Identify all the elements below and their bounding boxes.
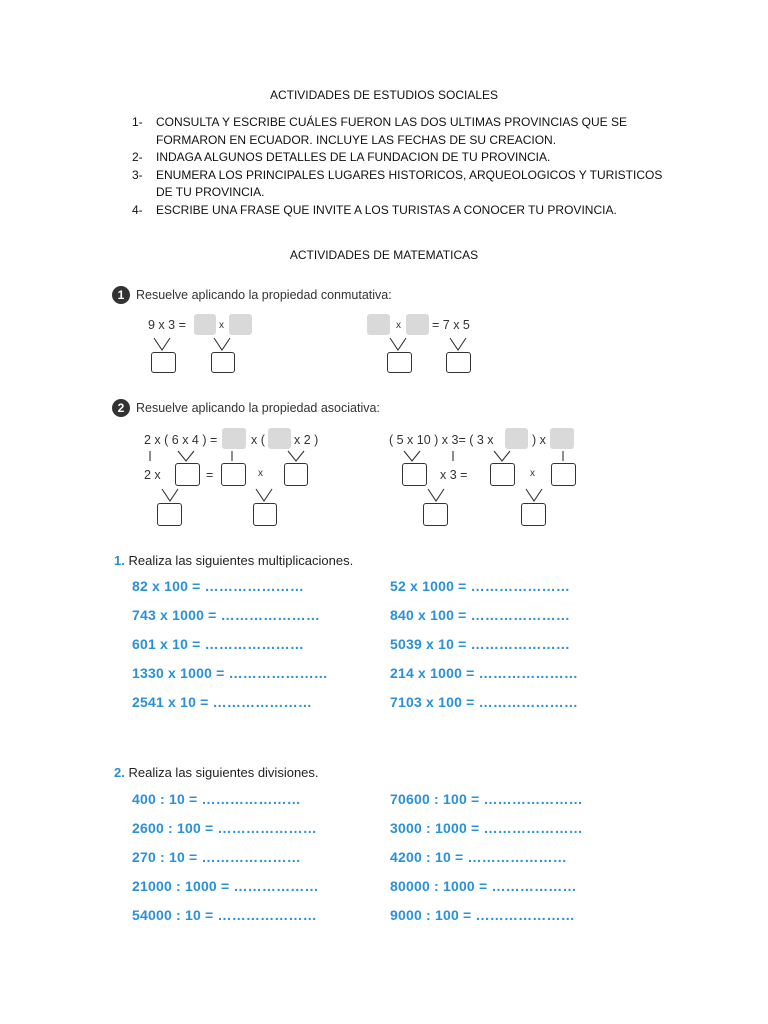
multiplication-problem: 2541 x 10 = ………………… — [132, 694, 313, 710]
multiplication-problem: 214 x 1000 = ………………… — [390, 665, 579, 681]
division-problem: 2600 : 100 = ………………… — [132, 820, 317, 836]
times-sign: x — [396, 320, 401, 331]
ex2-left-bottom: 2 x — [144, 468, 161, 482]
division-problem: 9000 : 100 = ………………… — [390, 907, 575, 923]
social-title: ACTIVIDADES DE ESTUDIOS SOCIALES — [269, 88, 499, 102]
ex2-right-close: ) x — [532, 433, 546, 447]
multiplication-problem: 840 x 100 = ………………… — [390, 607, 571, 623]
multiplication-problem: 7103 x 100 = ………………… — [390, 694, 579, 710]
list-item: 3- ENUMERA LOS PRINCIPALES LUGARES HISTORICOS, ARQUEOLOGICOS Y TURISTICOS DE TU PROVINCIA. — [132, 167, 663, 199]
equals-sign: = — [206, 468, 214, 482]
ex2-right-bottom: x 3 = — [440, 468, 468, 482]
multiplication-problem: 52 x 1000 = ………………… — [390, 578, 571, 594]
times-sign: x — [219, 320, 224, 331]
multiplication-problem: 601 x 10 = ………………… — [132, 636, 305, 652]
ex1-left-expression: 9 x 3 = — [148, 318, 186, 332]
ex2-paren-close: x 2 ) — [294, 433, 319, 447]
times-sign: x — [530, 468, 535, 479]
math-title: ACTIVIDADES DE MATEMATICAS — [289, 248, 479, 262]
exercise-2-label: Resuelve aplicando la propiedad asociativa: — [136, 401, 380, 415]
ex2-left-top-expression: 2 x ( 6 x 4 ) = — [144, 433, 218, 447]
multiplication-problem: 1330 x 1000 = ………………… — [132, 665, 329, 681]
division-problem: 3000 : 1000 = ………………… — [390, 820, 583, 836]
ex2-paren-open: x ( — [251, 433, 265, 447]
multiplication-problem: 82 x 100 = ………………… — [132, 578, 305, 594]
division-problem: 270 : 10 = ………………… — [132, 849, 301, 865]
exercise-1-label: Resuelve aplicando la propiedad conmutativa: — [136, 288, 392, 302]
multiplications-header: 1. Realiza las siguientes multiplicaciones. — [114, 553, 354, 568]
ex1-right-expression: = 7 x 5 — [432, 318, 470, 332]
times-sign: x — [258, 468, 263, 479]
ex2-right-top-expression: ( 5 x 10 ) x 3= ( 3 x — [389, 433, 494, 447]
list-item: 2- INDAGA ALGUNOS DETALLES DE LA FUNDACION DE TU PROVINCIA. — [132, 150, 551, 164]
division-problem: 400 : 10 = ………………… — [132, 791, 301, 807]
exercise-number-badge: 2 — [112, 399, 130, 417]
division-problem: 21000 : 1000 = ……………… — [132, 878, 319, 894]
exercise-number-badge: 1 — [112, 286, 130, 304]
division-problem: 4200 : 10 = ………………… — [390, 849, 567, 865]
division-problem: 54000 : 10 = ………………… — [132, 907, 317, 923]
multiplication-problem: 5039 x 10 = ………………… — [390, 636, 571, 652]
list-item: 1- CONSULTA Y ESCRIBE CUÁLES FUERON LAS DOS ULTIMAS PROVINCIAS QUE SE FORMARON EN ECUADOR. INCLUYE LAS FECHAS DE SU CREACION. — [132, 115, 628, 147]
list-item: 4- ESCRIBE UNA FRASE QUE INVITE A LOS TURISTAS A CONOCER TU PROVINCIA. — [132, 202, 617, 217]
division-problem: 80000 : 1000 = ……………… — [390, 878, 577, 894]
divisions-header: 2. Realiza las siguientes divisiones. — [114, 765, 319, 780]
multiplication-problem: 743 x 1000 = ………………… — [132, 607, 321, 623]
division-problem: 70600 : 100 = ………………… — [390, 791, 583, 807]
